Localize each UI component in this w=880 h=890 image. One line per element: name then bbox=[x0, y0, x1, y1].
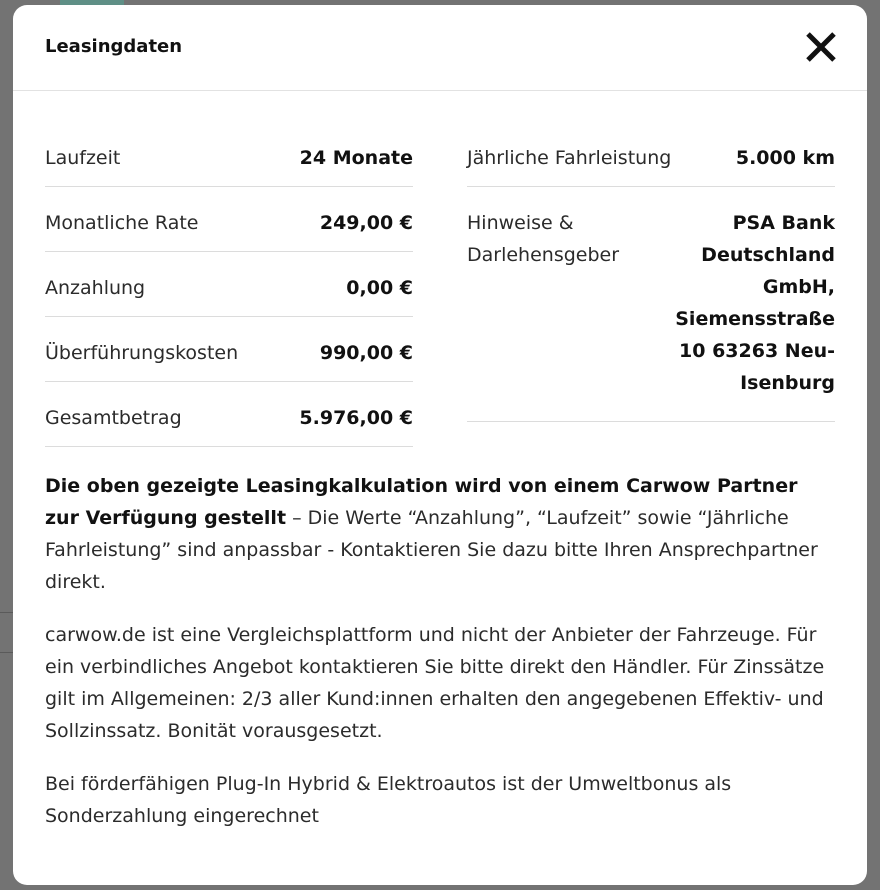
detail-label: Gesamtbetrag bbox=[45, 407, 182, 429]
modal-header bbox=[13, 5, 867, 91]
leasing-details bbox=[45, 123, 835, 453]
detail-value: 0,00 € bbox=[346, 277, 413, 299]
details-left-column bbox=[45, 123, 413, 447]
detail-label: Laufzeit bbox=[45, 147, 121, 169]
detail-row-darlehensgeber bbox=[467, 187, 835, 422]
detail-value: 990,00 € bbox=[319, 342, 413, 364]
detail-value: 249,00 € bbox=[319, 212, 413, 234]
detail-value: PSA Bank Deutschland GmbH, Siemensstraße 10 63263 Neu-Isenburg bbox=[675, 212, 835, 394]
background-divider bbox=[0, 612, 14, 613]
detail-label: Monatliche Rate bbox=[45, 212, 199, 234]
background-divider bbox=[0, 652, 14, 653]
details-right-column bbox=[467, 123, 835, 422]
detail-label: Jährliche Fahrleistung bbox=[467, 147, 672, 169]
detail-row-laufzeit bbox=[45, 123, 413, 187]
close-button[interactable] bbox=[803, 29, 839, 65]
detail-value: 5.000 km bbox=[735, 147, 835, 169]
disclaimer-text: – Die Werte “Anzahlung”, “Laufzeit” sowie “Jährliche Fahrleistung” sind anpassbar - Kontaktieren Sie dazu bitte Ihren Ansprechpartner direkt. bbox=[45, 507, 818, 593]
detail-row-monatliche-rate bbox=[45, 187, 413, 252]
platform-disclaimer: carwow.de ist eine Vergleichsplattform und nicht der Anbieter der Fahrzeuge. Für ein verbindliches Angebot kontaktieren Sie bitte direkt den Händler. Für Zinssätze gilt im Allgemeinen: 2/3 aller Kund:innen erhalten den angegebenen Effektiv- und Sollzinssatz. Bonität vorausgesetzt. bbox=[45, 624, 825, 742]
detail-label: Anzahlung bbox=[45, 277, 146, 299]
partner-disclaimer bbox=[45, 470, 835, 598]
detail-row-anzahlung bbox=[45, 252, 413, 317]
detail-row-jaehrliche-fahrleistung bbox=[467, 123, 835, 187]
detail-value: 5.976,00 € bbox=[299, 407, 413, 429]
bonus-note: Bei förderfähigen Plug-In Hybrid & Elektroautos ist der Umweltbonus als Sonderzahlung eingerechnet bbox=[45, 773, 732, 827]
detail-row-ueberfuehrungskosten bbox=[45, 317, 413, 382]
detail-row-gesamtbetrag bbox=[45, 382, 413, 447]
detail-label: Überführungskosten bbox=[45, 342, 239, 364]
modal-title: Leasingdaten bbox=[45, 36, 183, 57]
leasing-modal bbox=[13, 5, 867, 885]
disclaimer-bold: Die oben gezeigte Leasingkalkulation wird von einem Carwow Partner zur Verfügung gestellt bbox=[45, 475, 798, 529]
detail-label: Hinweise & Darlehensgeber bbox=[467, 212, 620, 266]
close-icon bbox=[803, 29, 839, 65]
detail-value: 24 Monate bbox=[299, 147, 413, 169]
